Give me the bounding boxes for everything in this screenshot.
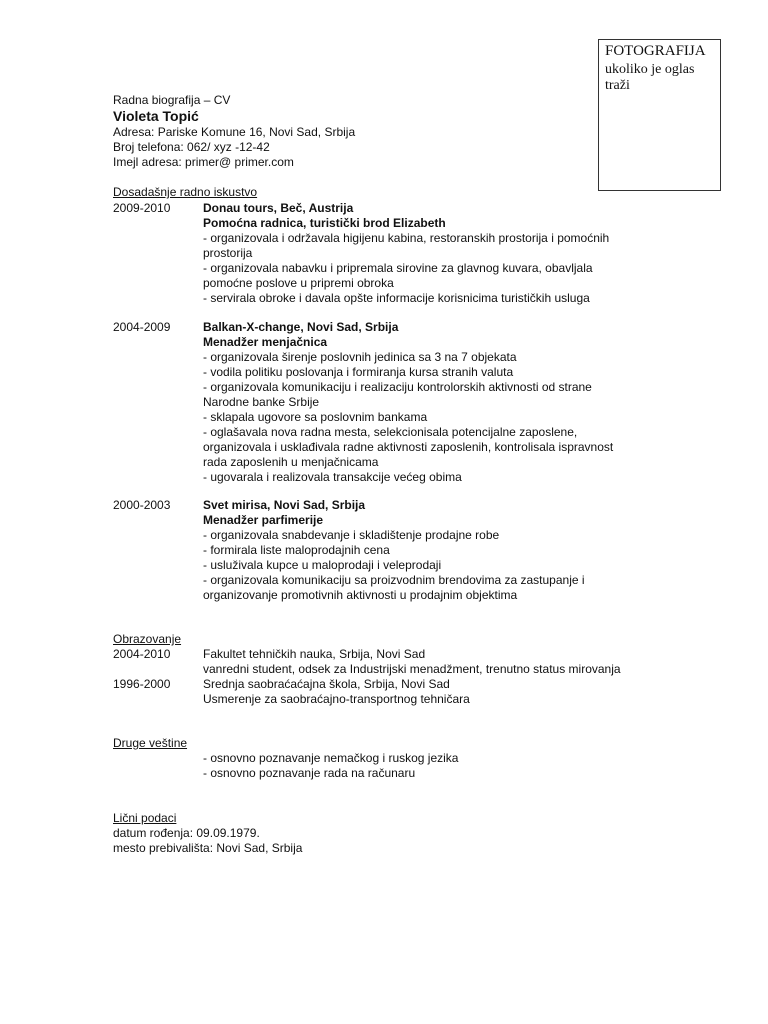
education-entry bbox=[113, 677, 633, 707]
skills-section bbox=[113, 736, 633, 781]
job-duty-line: - organizovala nabavku i pripremala sirovine za glavnog kuvara, obavljala bbox=[203, 261, 593, 275]
email-line: Imejl adresa: primer@ primer.com bbox=[113, 155, 294, 169]
skill-line: - osnovno poznavanje rada na računaru bbox=[203, 766, 416, 780]
education-line: Usmerenje za saobraćajno-transportnog tehničara bbox=[203, 692, 470, 706]
job-period: 2000-2003 bbox=[113, 498, 171, 512]
job-duty-line: - organizovala komunikaciju i realizaciju kontrolorskih aktivnosti od strane bbox=[203, 380, 592, 394]
job-position: Menadžer parfimerije bbox=[203, 513, 324, 527]
job-duty-line: prostorija bbox=[203, 246, 253, 260]
job-duty-line: - usluživala kupce u maloprodaji i veleprodaji bbox=[203, 558, 442, 572]
photo-placeholder-note: ukoliko je oglas traži bbox=[605, 62, 695, 93]
education-heading: Obrazovanje bbox=[113, 632, 182, 646]
address-line: Adresa: Pariske Komune 16, Novi Sad, Srbija bbox=[113, 125, 356, 139]
job-duty-line: - organizovala i održavala higijenu kabina, restoranskih prostorija i pomoćnih bbox=[203, 231, 610, 245]
job-duty-line: - vodila politiku poslovanja i formiranja kursa stranih valuta bbox=[203, 365, 514, 379]
job-entry bbox=[113, 498, 633, 603]
education-section bbox=[113, 632, 633, 707]
job-duty-line: organizovanje promotivnih aktivnosti u prodajnim objektima bbox=[203, 588, 518, 602]
job-duty-line: organizovala i usklađivala radne aktivnosti zaposlenih, kontrolisala ispravnost bbox=[203, 440, 614, 454]
education-line: vanredni student, odsek za Industrijski menadžment, trenutno status mirovanja bbox=[203, 662, 621, 676]
document-type: Radna biografija – CV bbox=[113, 93, 231, 107]
job-period: 2004-2009 bbox=[113, 320, 171, 334]
job-duty-line: - formirala liste maloprodajnih cena bbox=[203, 543, 390, 557]
skills-heading: Druge veštine bbox=[113, 736, 188, 750]
job-company: Balkan-X-change, Novi Sad, Srbija bbox=[203, 320, 399, 334]
job-duty-line: - servirala obroke i davala opšte informacije korisnicima turističkih usluga bbox=[203, 291, 590, 305]
job-duty-line: rada zaposlenih u menjačnicama bbox=[203, 455, 379, 469]
job-position: Pomoćna radnica, turistički brod Elizabeth bbox=[203, 216, 446, 230]
job-duty-line: - organizovala komunikaciju sa proizvodnim brendovima za zastupanje i bbox=[203, 573, 585, 587]
education-entry bbox=[113, 647, 633, 677]
job-position: Menadžer menjačnica bbox=[203, 335, 328, 349]
personal-section bbox=[113, 811, 633, 856]
person-name: Violeta Topić bbox=[113, 108, 199, 124]
education-period: 1996-2000 bbox=[113, 677, 171, 691]
job-entry bbox=[113, 201, 633, 306]
job-duty-line: - sklapala ugovore sa poslovnim bankama bbox=[203, 410, 428, 424]
skill-line: - osnovno poznavanje nemačkog i ruskog jezika bbox=[203, 751, 459, 765]
job-company: Svet mirisa, Novi Sad, Srbija bbox=[203, 498, 366, 512]
photo-placeholder-title: FOTOGRAFIJA bbox=[605, 43, 706, 59]
education-period: 2004-2010 bbox=[113, 647, 171, 661]
education-line: Srednja saobraćaćajna škola, Srbija, Novi Sad bbox=[203, 677, 450, 691]
education-line: Fakultet tehničkih nauka, Srbija, Novi Sad bbox=[203, 647, 426, 661]
job-duty-line: pomoćne poslove u pripremi obroka bbox=[203, 276, 394, 290]
job-period: 2009-2010 bbox=[113, 201, 171, 215]
experience-heading: Dosadašnje radno iskustvo bbox=[113, 185, 258, 199]
job-duty-line: - ugovarala i realizovala transakcije većeg obima bbox=[203, 470, 462, 484]
cv-header bbox=[113, 93, 633, 170]
experience-section bbox=[113, 185, 633, 200]
job-duty-line: - oglašavala nova radna mesta, selekcionisala potencijalne zaposlene, bbox=[203, 425, 578, 439]
job-entry bbox=[113, 320, 633, 485]
job-duty-line: Narodne banke Srbije bbox=[203, 395, 320, 409]
personal-heading: Lični podaci bbox=[113, 811, 177, 825]
phone-line: Broj telefona: 062/ xyz -12-42 bbox=[113, 140, 270, 154]
job-company: Donau tours, Beč, Austrija bbox=[203, 201, 354, 215]
job-duty-line: - organizovala širenje poslovnih jedinica sa 3 na 7 objekata bbox=[203, 350, 517, 364]
job-duty-line: - organizovala snabdevanje i skladištenje prodajne robe bbox=[203, 528, 500, 542]
birth-date-line: datum rođenja: 09.09.1979. bbox=[113, 826, 260, 840]
residence-line: mesto prebivališta: Novi Sad, Srbija bbox=[113, 841, 303, 855]
